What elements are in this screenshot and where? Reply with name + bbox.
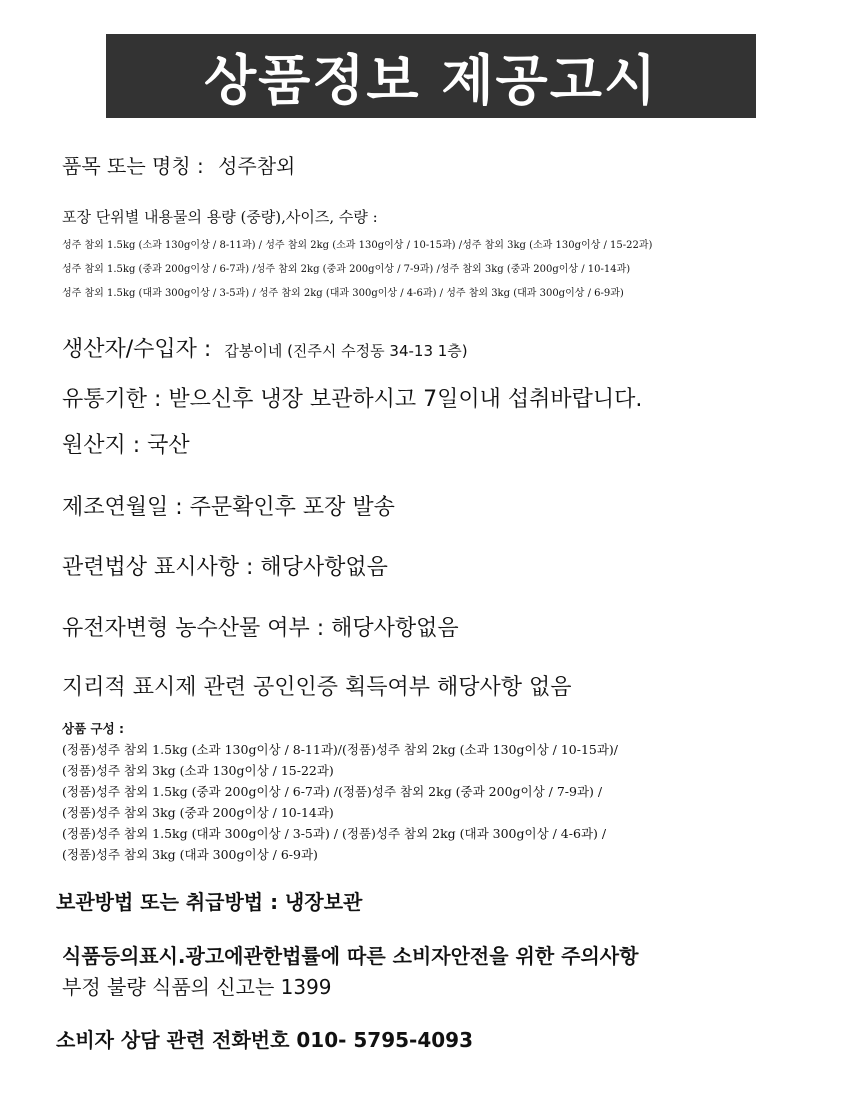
package-line-3: 성주 참외 1.5kg (대과 300g이상 / 3-5과) / 성주 참외 2kg (대과 300g이상 / 4-6과) / 성주 참외 3kg (대과 300g이상 / 6-9과) (62, 288, 624, 299)
package-label: 포장 단위별 내용물의 용량 (중량),사이즈, 수량 : (62, 208, 378, 226)
page-title-banner (106, 34, 756, 118)
producer-label: 생산자/수입자 : (62, 337, 212, 362)
composition-label: 상품 구성 : (62, 721, 125, 736)
item-name-row (62, 150, 295, 179)
legal-notice-text: 관련법상 표시사항 : 해당사항없음 (62, 555, 388, 580)
consumer-caution-line: 부정 불량 식품의 신고는 1399 (62, 975, 332, 999)
item-name-label: 품목 또는 명칭 : (62, 154, 204, 178)
expiry-text: 유통기한 : 받으신후 냉장 보관하시고 7일이내 섭취바랍니다. (62, 387, 643, 412)
page-title: 상품정보 제공고시 (203, 48, 659, 112)
composition-line-6: (정품)성주 참외 3kg (대과 300g이상 / 6-9과) (62, 847, 318, 862)
consumer-caution-title: 식품등의표시.광고에관한법률에 따른 소비자안전을 위한 주의사항 (62, 944, 639, 968)
consumer-phone-text: 소비자 상담 관련 전화번호 010- 5795-4093 (56, 1028, 474, 1052)
producer-value: 갑봉이네 (진주시 수정동 34-13 1층) (224, 342, 468, 360)
composition-line-2: (정품)성주 참외 3kg (소과 130g이상 / 15-22과) (62, 763, 334, 778)
producer-row (62, 332, 468, 363)
manufacture-date-text: 제조연월일 : 주문확인후 포장 발송 (62, 495, 395, 520)
package-line-2: 성주 참외 1.5kg (중과 200g이상 / 6-7과) /성주 참외 2kg (중과 200g이상 / 7-9과) /성주 참외 3kg (중과 200g이상 / 10-14과) (62, 264, 631, 275)
storage-text: 보관방법 또는 취급방법 : 냉장보관 (56, 890, 363, 914)
item-name-value: 성주참외 (218, 154, 296, 178)
geo-indication-text: 지리적 표시제 관련 공인인증 획득여부 해당사항 없음 (62, 675, 572, 700)
composition-line-4: (정품)성주 참외 3kg (중과 200g이상 / 10-14과) (62, 805, 334, 820)
origin-text: 원산지 : 국산 (62, 433, 190, 458)
composition-line-3: (정품)성주 참외 1.5kg (중과 200g이상 / 6-7과) /(정품)성주 참외 2kg (중과 200g이상 / 7-9과) / (62, 784, 603, 799)
composition-line-1: (정품)성주 참외 1.5kg (소과 130g이상 / 8-11과)/(정품)성주 참외 2kg (소과 130g이상 / 10-15과)/ (62, 742, 619, 757)
composition-line-5: (정품)성주 참외 1.5kg (대과 300g이상 / 3-5과) / (정품)성주 참외 2kg (대과 300g이상 / 4-6과) / (62, 826, 607, 841)
gmo-text: 유전자변형 농수산물 여부 : 해당사항없음 (62, 616, 459, 641)
package-line-1: 성주 참외 1.5kg (소과 130g이상 / 8-11과) / 성주 참외 2kg (소과 130g이상 / 10-15과) /성주 참외 3kg (소과 130g이상 / 15-22과) (62, 240, 653, 251)
